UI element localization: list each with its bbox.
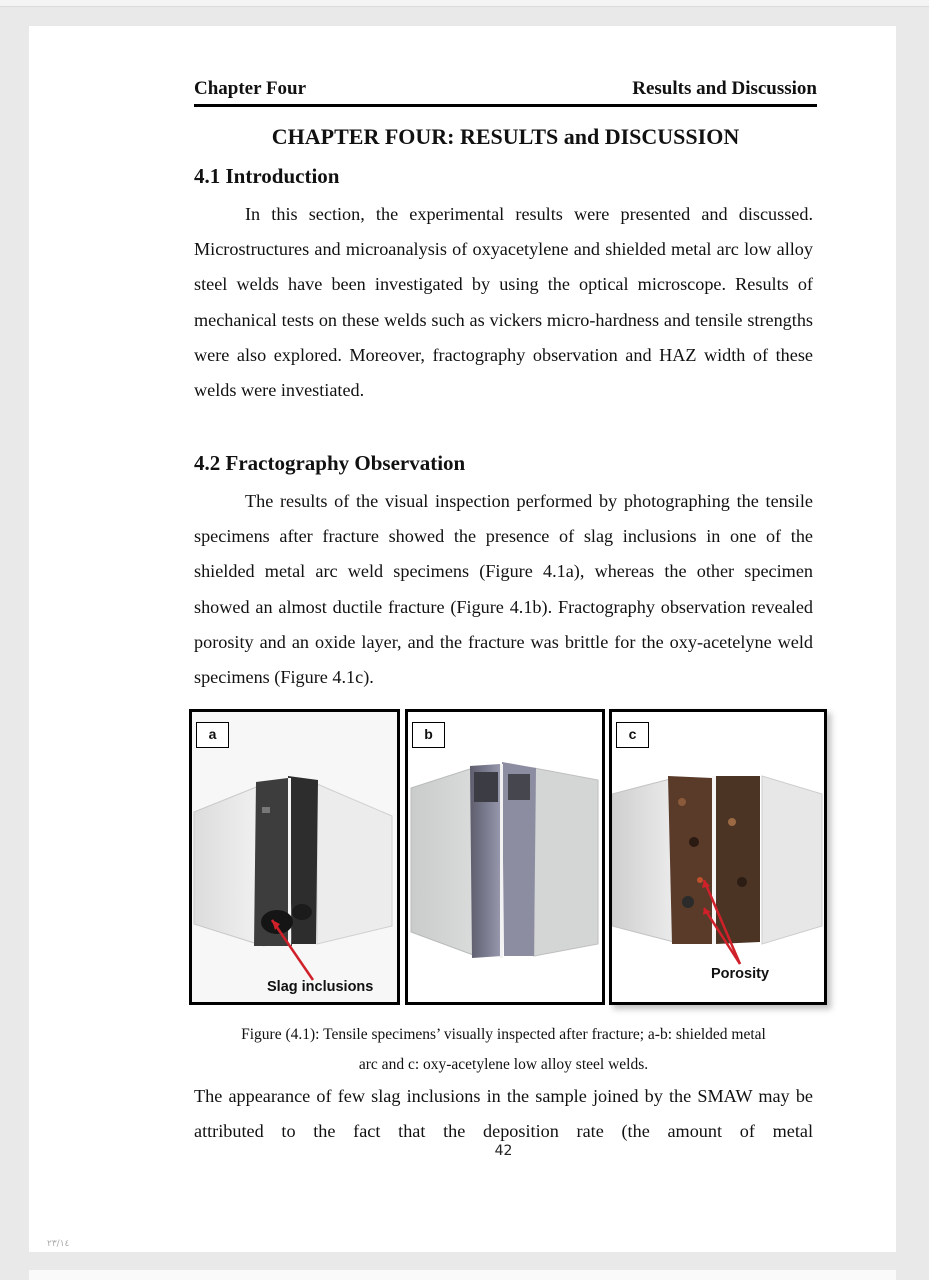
figure-panel-a [189,709,400,1005]
annotation-slag-inclusions: Slag inclusions [267,979,374,995]
running-header-left: Chapter Four [194,78,307,99]
annotation-porosity: Porosity [711,966,770,982]
panel-label-c: c [616,722,649,748]
fractography-paragraph: The results of the visual inspection performed by photographing the tensile specimens after fracture showed the presence of slag inclusions in one of the shielded metal arc weld specimens (Figure 4.1a), whereas the other specimen showed an almost ductile fracture (Figure 4.1b). Fractography observation revealed porosity and an oxide layer, and the fracture was brittle for the oxy-acetelyne weld specimens (Figure 4.1c). [194,491,813,688]
viewer-top-strip [0,0,929,7]
specimen-a-photo [192,712,397,1002]
panel-label-b: b [412,722,445,748]
running-header [194,78,817,100]
figure-caption-line1: Figure (4.1): Tensile specimens’ visually inspected after fracture; a-b: shielded metal [241,1026,766,1043]
header-rule [194,104,817,107]
viewer-corner-mark: ٢٣/١٤ [47,1239,70,1249]
figure-caption-line2: arc and c: oxy-acetylene low alloy steel welds. [358,1056,649,1073]
introduction-paragraph: In this section, the experimental results were presented and discussed. Microstructures and microanalysis of oxyacetylene and shielded metal arc low alloy steel welds have been investigated by using the optical microscope. Results of mechanical tests on these welds such as vickers micro-hardness and tensile strengths were also explored. Moreover, fractography observation and HAZ width of these welds were investiated. [194,204,813,401]
running-header-right: Results and Discussion [632,78,817,99]
page-number: 42 [494,1143,513,1159]
figure-panel-b [405,709,605,1005]
specimen-c-photo [612,712,824,1002]
section-heading-fractography: 4.2 Fractography Observation [194,451,466,475]
next-page-edge [29,1270,896,1280]
panel-label-a: a [196,722,229,748]
chapter-title: CHAPTER FOUR: RESULTS and DISCUSSION [271,124,740,149]
figure-panel-c [609,709,827,1005]
closing-paragraph: The appearance of few slag inclusions in the sample joined by the SMAW may be attributed to the fact that the deposition rate (the amount of metal [194,1086,813,1142]
section-heading-introduction: 4.1 Introduction [194,164,340,188]
specimen-b-photo [408,712,602,1002]
